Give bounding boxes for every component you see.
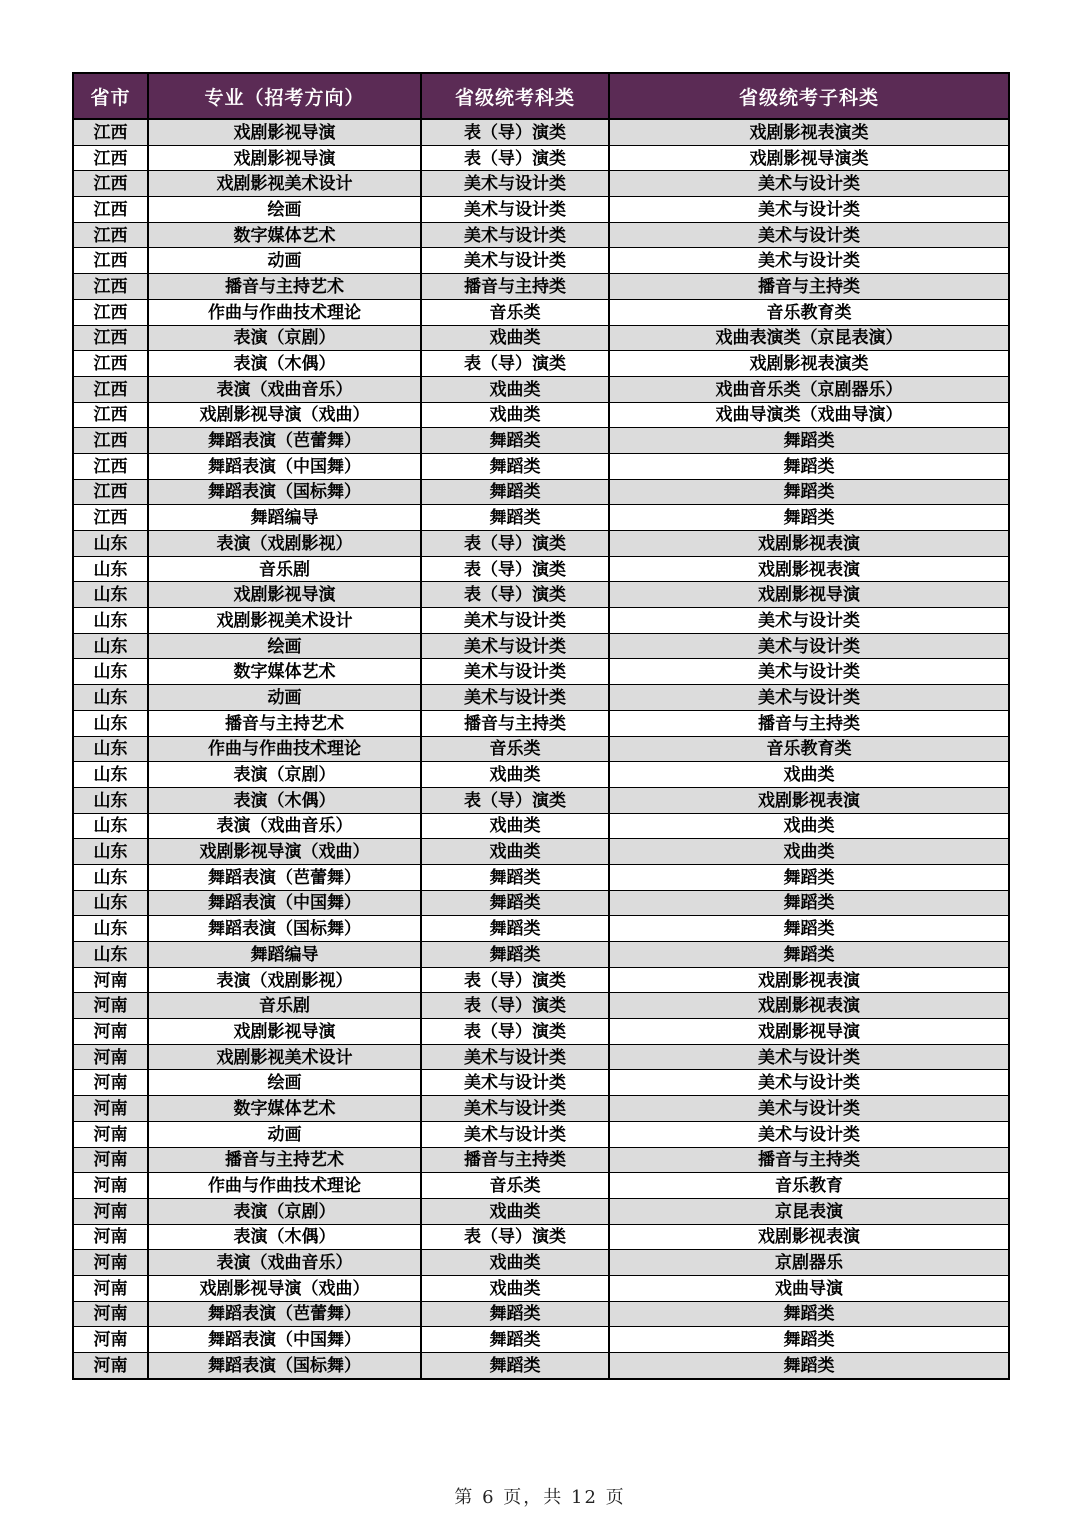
province-cell: 山东 bbox=[73, 942, 148, 968]
major-cell: 表演（木偶） bbox=[148, 787, 421, 813]
table-row bbox=[73, 1275, 1009, 1301]
exam-subcategory-cell: 戏曲类 bbox=[609, 839, 1009, 865]
exam-subcategory-cell: 美术与设计类 bbox=[609, 659, 1009, 685]
table-row bbox=[73, 1173, 1009, 1199]
exam-category-cell: 舞蹈类 bbox=[421, 1353, 609, 1379]
table-row bbox=[73, 171, 1009, 197]
column-header-exam-subcategory: 省级统考子科类 bbox=[609, 73, 1009, 119]
province-cell: 河南 bbox=[73, 1070, 148, 1096]
exam-subcategory-cell: 美术与设计类 bbox=[609, 197, 1009, 223]
exam-subcategory-cell: 戏剧影视表演 bbox=[609, 556, 1009, 582]
table-row bbox=[73, 839, 1009, 865]
major-cell: 舞蹈表演（国标舞） bbox=[148, 1353, 421, 1379]
province-cell: 河南 bbox=[73, 1147, 148, 1173]
table-row bbox=[73, 710, 1009, 736]
exam-subcategory-cell: 舞蹈类 bbox=[609, 942, 1009, 968]
exam-subcategory-cell: 播音与主持类 bbox=[609, 710, 1009, 736]
exam-category-cell: 美术与设计类 bbox=[421, 1070, 609, 1096]
major-cell: 作曲与作曲技术理论 bbox=[148, 736, 421, 762]
exam-category-cell: 美术与设计类 bbox=[421, 197, 609, 223]
major-cell: 绘画 bbox=[148, 1070, 421, 1096]
major-cell: 表演（京剧） bbox=[148, 325, 421, 351]
major-cell: 舞蹈表演（芭蕾舞） bbox=[148, 864, 421, 890]
exam-category-cell: 戏曲类 bbox=[421, 376, 609, 402]
province-cell: 江西 bbox=[73, 428, 148, 454]
province-cell: 江西 bbox=[73, 222, 148, 248]
province-cell: 江西 bbox=[73, 351, 148, 377]
exam-category-cell: 美术与设计类 bbox=[421, 633, 609, 659]
table-row bbox=[73, 736, 1009, 762]
exam-subcategory-cell: 美术与设计类 bbox=[609, 1070, 1009, 1096]
major-cell: 数字媒体艺术 bbox=[148, 1096, 421, 1122]
exam-subcategory-cell: 戏剧影视表演类 bbox=[609, 119, 1009, 145]
table-row bbox=[73, 813, 1009, 839]
major-cell: 播音与主持艺术 bbox=[148, 710, 421, 736]
major-cell: 表演（戏剧影视） bbox=[148, 531, 421, 557]
exam-category-cell: 美术与设计类 bbox=[421, 1044, 609, 1070]
province-cell: 山东 bbox=[73, 659, 148, 685]
major-cell: 舞蹈编导 bbox=[148, 942, 421, 968]
major-cell: 播音与主持艺术 bbox=[148, 1147, 421, 1173]
exam-subcategory-cell: 戏剧影视表演 bbox=[609, 993, 1009, 1019]
exam-category-cell: 播音与主持类 bbox=[421, 710, 609, 736]
province-cell: 江西 bbox=[73, 171, 148, 197]
table-row bbox=[73, 1301, 1009, 1327]
province-cell: 河南 bbox=[73, 1224, 148, 1250]
major-cell: 舞蹈表演（中国舞） bbox=[148, 453, 421, 479]
table-row bbox=[73, 274, 1009, 300]
page-number-footer: 第 6 页，共 12 页 bbox=[454, 1487, 626, 1508]
exam-subcategory-cell: 舞蹈类 bbox=[609, 1301, 1009, 1327]
exam-subcategory-cell: 舞蹈类 bbox=[609, 428, 1009, 454]
exam-subcategory-cell: 播音与主持类 bbox=[609, 1147, 1009, 1173]
major-cell: 动画 bbox=[148, 248, 421, 274]
exam-subcategory-cell: 美术与设计类 bbox=[609, 685, 1009, 711]
major-cell: 舞蹈表演（中国舞） bbox=[148, 1327, 421, 1353]
exam-subcategory-cell: 舞蹈类 bbox=[609, 479, 1009, 505]
major-cell: 舞蹈表演（国标舞） bbox=[148, 479, 421, 505]
table-row bbox=[73, 325, 1009, 351]
table-row bbox=[73, 993, 1009, 1019]
exam-subcategory-cell: 戏剧影视导演 bbox=[609, 582, 1009, 608]
exam-category-cell: 美术与设计类 bbox=[421, 1096, 609, 1122]
table-row bbox=[73, 531, 1009, 557]
province-cell: 河南 bbox=[73, 1198, 148, 1224]
exam-subcategory-cell: 舞蹈类 bbox=[609, 916, 1009, 942]
exam-subcategory-cell: 戏曲类 bbox=[609, 813, 1009, 839]
exam-category-cell: 美术与设计类 bbox=[421, 171, 609, 197]
province-cell: 山东 bbox=[73, 556, 148, 582]
table-row bbox=[73, 967, 1009, 993]
exam-category-cell: 播音与主持类 bbox=[421, 274, 609, 300]
table-header-row bbox=[73, 73, 1009, 119]
major-cell: 音乐剧 bbox=[148, 556, 421, 582]
major-cell: 作曲与作曲技术理论 bbox=[148, 1173, 421, 1199]
major-cell: 作曲与作曲技术理论 bbox=[148, 299, 421, 325]
exam-category-cell: 美术与设计类 bbox=[421, 659, 609, 685]
major-cell: 表演（戏曲音乐） bbox=[148, 1250, 421, 1276]
table-row bbox=[73, 1096, 1009, 1122]
table-header bbox=[73, 73, 1009, 119]
table-row bbox=[73, 1121, 1009, 1147]
major-cell: 戏剧影视导演 bbox=[148, 582, 421, 608]
major-cell: 表演（京剧） bbox=[148, 1198, 421, 1224]
table-row bbox=[73, 248, 1009, 274]
column-header-major: 专业（招考方向） bbox=[148, 73, 421, 119]
province-cell: 山东 bbox=[73, 813, 148, 839]
exam-subcategory-cell: 美术与设计类 bbox=[609, 171, 1009, 197]
province-cell: 山东 bbox=[73, 531, 148, 557]
column-header-province: 省市 bbox=[73, 73, 148, 119]
exam-subcategory-cell: 美术与设计类 bbox=[609, 222, 1009, 248]
major-cell: 舞蹈编导 bbox=[148, 505, 421, 531]
major-cell: 动画 bbox=[148, 1121, 421, 1147]
exam-category-table-container bbox=[72, 72, 1008, 1380]
major-cell: 舞蹈表演（芭蕾舞） bbox=[148, 428, 421, 454]
major-cell: 戏剧影视导演（戏曲） bbox=[148, 402, 421, 428]
exam-category-cell: 表（导）演类 bbox=[421, 1019, 609, 1045]
major-cell: 戏剧影视导演（戏曲） bbox=[148, 839, 421, 865]
province-cell: 江西 bbox=[73, 119, 148, 145]
major-cell: 音乐剧 bbox=[148, 993, 421, 1019]
exam-category-cell: 舞蹈类 bbox=[421, 428, 609, 454]
province-cell: 江西 bbox=[73, 145, 148, 171]
exam-subcategory-cell: 舞蹈类 bbox=[609, 505, 1009, 531]
exam-category-cell: 音乐类 bbox=[421, 299, 609, 325]
exam-subcategory-cell: 舞蹈类 bbox=[609, 864, 1009, 890]
province-cell: 江西 bbox=[73, 479, 148, 505]
province-cell: 山东 bbox=[73, 839, 148, 865]
exam-category-cell: 表（导）演类 bbox=[421, 993, 609, 1019]
exam-subcategory-cell: 舞蹈类 bbox=[609, 1353, 1009, 1379]
exam-subcategory-cell: 美术与设计类 bbox=[609, 1121, 1009, 1147]
exam-category-cell: 表（导）演类 bbox=[421, 351, 609, 377]
province-cell: 江西 bbox=[73, 325, 148, 351]
table-row bbox=[73, 479, 1009, 505]
exam-category-cell: 表（导）演类 bbox=[421, 556, 609, 582]
exam-category-cell: 舞蹈类 bbox=[421, 1327, 609, 1353]
major-cell: 戏剧影视导演 bbox=[148, 145, 421, 171]
table-row bbox=[73, 608, 1009, 634]
exam-subcategory-cell: 美术与设计类 bbox=[609, 633, 1009, 659]
major-cell: 表演（京剧） bbox=[148, 762, 421, 788]
major-cell: 戏剧影视导演（戏曲） bbox=[148, 1275, 421, 1301]
major-cell: 表演（戏曲音乐） bbox=[148, 376, 421, 402]
exam-category-cell: 美术与设计类 bbox=[421, 685, 609, 711]
table-row bbox=[73, 864, 1009, 890]
exam-subcategory-cell: 音乐教育 bbox=[609, 1173, 1009, 1199]
province-cell: 江西 bbox=[73, 274, 148, 300]
table-body bbox=[73, 119, 1009, 1379]
province-cell: 江西 bbox=[73, 299, 148, 325]
exam-category-cell: 表（导）演类 bbox=[421, 531, 609, 557]
exam-category-cell: 戏曲类 bbox=[421, 325, 609, 351]
exam-category-cell: 舞蹈类 bbox=[421, 479, 609, 505]
province-cell: 河南 bbox=[73, 1327, 148, 1353]
table-row bbox=[73, 222, 1009, 248]
province-cell: 江西 bbox=[73, 402, 148, 428]
exam-subcategory-cell: 舞蹈类 bbox=[609, 1327, 1009, 1353]
exam-category-cell: 表（导）演类 bbox=[421, 1224, 609, 1250]
exam-category-cell: 表（导）演类 bbox=[421, 145, 609, 171]
province-cell: 山东 bbox=[73, 762, 148, 788]
province-cell: 河南 bbox=[73, 1353, 148, 1379]
province-cell: 山东 bbox=[73, 916, 148, 942]
table-row bbox=[73, 453, 1009, 479]
exam-subcategory-cell: 戏剧影视导演 bbox=[609, 1019, 1009, 1045]
exam-category-cell: 舞蹈类 bbox=[421, 916, 609, 942]
table-row bbox=[73, 659, 1009, 685]
province-cell: 山东 bbox=[73, 736, 148, 762]
exam-subcategory-cell: 美术与设计类 bbox=[609, 1096, 1009, 1122]
province-cell: 山东 bbox=[73, 633, 148, 659]
column-header-exam-category: 省级统考科类 bbox=[421, 73, 609, 119]
exam-subcategory-cell: 戏曲类 bbox=[609, 762, 1009, 788]
table-row bbox=[73, 787, 1009, 813]
table-row bbox=[73, 582, 1009, 608]
table-row bbox=[73, 1224, 1009, 1250]
province-cell: 山东 bbox=[73, 608, 148, 634]
exam-category-cell: 舞蹈类 bbox=[421, 505, 609, 531]
exam-category-table bbox=[72, 72, 1010, 1380]
province-cell: 河南 bbox=[73, 1044, 148, 1070]
exam-subcategory-cell: 戏剧影视表演 bbox=[609, 787, 1009, 813]
exam-subcategory-cell: 戏曲表演类（京昆表演） bbox=[609, 325, 1009, 351]
major-cell: 舞蹈表演（中国舞） bbox=[148, 890, 421, 916]
major-cell: 舞蹈表演（国标舞） bbox=[148, 916, 421, 942]
exam-category-cell: 舞蹈类 bbox=[421, 942, 609, 968]
exam-subcategory-cell: 舞蹈类 bbox=[609, 890, 1009, 916]
exam-subcategory-cell: 戏剧影视导演类 bbox=[609, 145, 1009, 171]
exam-category-cell: 音乐类 bbox=[421, 736, 609, 762]
exam-subcategory-cell: 戏曲导演 bbox=[609, 1275, 1009, 1301]
table-row bbox=[73, 1147, 1009, 1173]
table-row bbox=[73, 428, 1009, 454]
major-cell: 戏剧影视美术设计 bbox=[148, 171, 421, 197]
major-cell: 数字媒体艺术 bbox=[148, 659, 421, 685]
table-row bbox=[73, 402, 1009, 428]
exam-category-cell: 戏曲类 bbox=[421, 762, 609, 788]
table-row bbox=[73, 633, 1009, 659]
exam-subcategory-cell: 音乐教育类 bbox=[609, 299, 1009, 325]
table-row bbox=[73, 1070, 1009, 1096]
exam-category-cell: 戏曲类 bbox=[421, 1198, 609, 1224]
major-cell: 数字媒体艺术 bbox=[148, 222, 421, 248]
exam-category-cell: 舞蹈类 bbox=[421, 890, 609, 916]
exam-subcategory-cell: 戏剧影视表演 bbox=[609, 967, 1009, 993]
province-cell: 河南 bbox=[73, 1019, 148, 1045]
province-cell: 河南 bbox=[73, 1096, 148, 1122]
exam-category-cell: 戏曲类 bbox=[421, 813, 609, 839]
table-row bbox=[73, 145, 1009, 171]
province-cell: 山东 bbox=[73, 582, 148, 608]
province-cell: 江西 bbox=[73, 248, 148, 274]
table-row bbox=[73, 119, 1009, 145]
table-row bbox=[73, 685, 1009, 711]
province-cell: 江西 bbox=[73, 376, 148, 402]
table-row bbox=[73, 1044, 1009, 1070]
table-row bbox=[73, 762, 1009, 788]
exam-category-cell: 美术与设计类 bbox=[421, 248, 609, 274]
exam-subcategory-cell: 舞蹈类 bbox=[609, 453, 1009, 479]
province-cell: 山东 bbox=[73, 710, 148, 736]
exam-category-cell: 表（导）演类 bbox=[421, 582, 609, 608]
exam-category-cell: 戏曲类 bbox=[421, 1275, 609, 1301]
exam-category-cell: 美术与设计类 bbox=[421, 608, 609, 634]
major-cell: 表演（戏剧影视） bbox=[148, 967, 421, 993]
exam-subcategory-cell: 美术与设计类 bbox=[609, 1044, 1009, 1070]
province-cell: 河南 bbox=[73, 1173, 148, 1199]
table-row bbox=[73, 890, 1009, 916]
exam-subcategory-cell: 戏剧影视表演 bbox=[609, 531, 1009, 557]
major-cell: 戏剧影视美术设计 bbox=[148, 1044, 421, 1070]
exam-category-cell: 戏曲类 bbox=[421, 839, 609, 865]
major-cell: 舞蹈表演（芭蕾舞） bbox=[148, 1301, 421, 1327]
exam-subcategory-cell: 戏曲音乐类（京剧器乐） bbox=[609, 376, 1009, 402]
province-cell: 江西 bbox=[73, 505, 148, 531]
exam-category-cell: 美术与设计类 bbox=[421, 1121, 609, 1147]
exam-category-cell: 表（导）演类 bbox=[421, 787, 609, 813]
exam-subcategory-cell: 美术与设计类 bbox=[609, 608, 1009, 634]
table-row bbox=[73, 556, 1009, 582]
table-row bbox=[73, 916, 1009, 942]
table-row bbox=[73, 505, 1009, 531]
province-cell: 河南 bbox=[73, 1301, 148, 1327]
province-cell: 河南 bbox=[73, 967, 148, 993]
province-cell: 江西 bbox=[73, 197, 148, 223]
province-cell: 山东 bbox=[73, 787, 148, 813]
province-cell: 山东 bbox=[73, 864, 148, 890]
exam-subcategory-cell: 戏曲导演类（戏曲导演） bbox=[609, 402, 1009, 428]
major-cell: 表演（木偶） bbox=[148, 1224, 421, 1250]
province-cell: 山东 bbox=[73, 685, 148, 711]
exam-category-cell: 美术与设计类 bbox=[421, 222, 609, 248]
exam-category-cell: 戏曲类 bbox=[421, 1250, 609, 1276]
major-cell: 绘画 bbox=[148, 633, 421, 659]
table-row bbox=[73, 351, 1009, 377]
exam-subcategory-cell: 戏剧影视表演 bbox=[609, 1224, 1009, 1250]
major-cell: 表演（木偶） bbox=[148, 351, 421, 377]
table-row bbox=[73, 942, 1009, 968]
exam-category-cell: 表（导）演类 bbox=[421, 967, 609, 993]
major-cell: 戏剧影视导演 bbox=[148, 1019, 421, 1045]
table-row bbox=[73, 1353, 1009, 1379]
province-cell: 河南 bbox=[73, 1250, 148, 1276]
province-cell: 河南 bbox=[73, 1275, 148, 1301]
table-row bbox=[73, 299, 1009, 325]
table-row bbox=[73, 1198, 1009, 1224]
province-cell: 江西 bbox=[73, 453, 148, 479]
major-cell: 戏剧影视导演 bbox=[148, 119, 421, 145]
major-cell: 动画 bbox=[148, 685, 421, 711]
exam-subcategory-cell: 京昆表演 bbox=[609, 1198, 1009, 1224]
exam-category-cell: 表（导）演类 bbox=[421, 119, 609, 145]
exam-subcategory-cell: 美术与设计类 bbox=[609, 248, 1009, 274]
exam-category-cell: 戏曲类 bbox=[421, 402, 609, 428]
exam-category-cell: 舞蹈类 bbox=[421, 864, 609, 890]
exam-subcategory-cell: 戏剧影视表演类 bbox=[609, 351, 1009, 377]
major-cell: 播音与主持艺术 bbox=[148, 274, 421, 300]
province-cell: 河南 bbox=[73, 993, 148, 1019]
major-cell: 表演（戏曲音乐） bbox=[148, 813, 421, 839]
table-row bbox=[73, 376, 1009, 402]
exam-category-cell: 舞蹈类 bbox=[421, 453, 609, 479]
exam-subcategory-cell: 京剧器乐 bbox=[609, 1250, 1009, 1276]
province-cell: 河南 bbox=[73, 1121, 148, 1147]
exam-category-cell: 播音与主持类 bbox=[421, 1147, 609, 1173]
table-row bbox=[73, 197, 1009, 223]
exam-subcategory-cell: 音乐教育类 bbox=[609, 736, 1009, 762]
table-row bbox=[73, 1327, 1009, 1353]
major-cell: 绘画 bbox=[148, 197, 421, 223]
exam-subcategory-cell: 播音与主持类 bbox=[609, 274, 1009, 300]
table-row bbox=[73, 1019, 1009, 1045]
exam-category-cell: 舞蹈类 bbox=[421, 1301, 609, 1327]
table-row bbox=[73, 1250, 1009, 1276]
exam-category-cell: 音乐类 bbox=[421, 1173, 609, 1199]
province-cell: 山东 bbox=[73, 890, 148, 916]
major-cell: 戏剧影视美术设计 bbox=[148, 608, 421, 634]
